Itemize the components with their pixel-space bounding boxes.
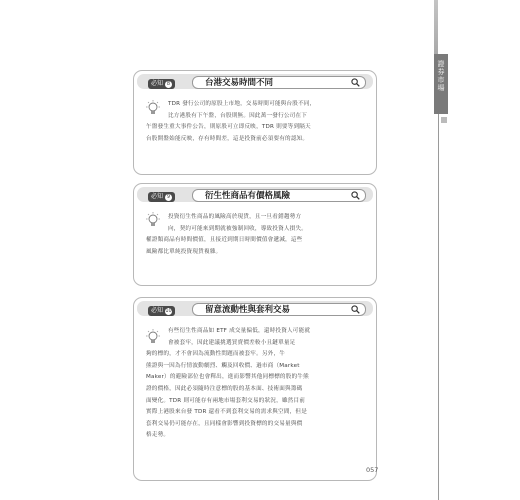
badge: 必知 8 <box>148 79 175 89</box>
card-title: 衍生性商品有價格風險 <box>205 191 291 201</box>
card-title: 留意流動性與套利交易 <box>205 305 291 315</box>
tip-card-9 <box>133 183 377 286</box>
body-line: 午盤發生重大事件公告，則原股可立即反映，TDR 則要等到隔天 <box>146 124 311 131</box>
side-marker <box>441 117 447 123</box>
badge: 必知 9 <box>148 192 175 202</box>
body-line: 有些衍生性商品如 ETF 成交量偏低，還時投資人可能就 <box>168 328 311 334</box>
page-number: 057 <box>366 466 379 474</box>
body-line: 向，契約可能來到期就被強制回收，導致投資人損失。 <box>168 225 308 232</box>
body-line: 套利交易仍可能存在，且同樣會影響到投資標的的交易量與價 <box>146 420 303 427</box>
side-rule <box>438 114 439 500</box>
body-line: 夠的標的，才不會因為流動性問題而被套牢。另外，牛 <box>146 351 286 358</box>
tip-card-8 <box>133 70 377 175</box>
title-pill <box>192 76 366 89</box>
body-line: 面變化。TDR 則可能存有兩地市場套利交易的狀況，雖然目前 <box>146 397 306 404</box>
search-icon <box>351 191 360 200</box>
search-icon <box>351 305 360 314</box>
badge: 必知 10 <box>148 306 175 316</box>
card-body <box>146 99 366 145</box>
body-line: 熊證與一因為行情波動劇烈、觸及回收價、過市商（Market <box>146 362 300 369</box>
body-line: 權證類商品有時間價值，且接近到期日時間價值會遞減，這些 <box>146 237 303 244</box>
card-title: 台港交易時間不同 <box>205 78 274 88</box>
card-body <box>146 326 366 442</box>
body-line: 格走勢。 <box>146 432 170 439</box>
card-body <box>146 212 366 258</box>
tip-card-10 <box>133 297 377 481</box>
body-line: 實際上港股來台發 TDR 還看不到套利交易的需求與空間，但是 <box>146 409 308 416</box>
body-line: 證的價格，因此必須隨時注意標的股的基本面、技術面與籌碼 <box>146 385 303 392</box>
body-line: 風險都比單純投資現貨複雜。 <box>146 248 222 255</box>
side-tab <box>434 54 448 114</box>
search-icon <box>351 78 360 87</box>
title-pill <box>192 303 366 316</box>
body-line: 台股開盤始能反映，存有時間差，這是投資前必須要有的認知。 <box>146 135 309 142</box>
body-line: 投資衍生性商品的風險高於現貨，且一旦看錯趨勢方 <box>168 214 302 220</box>
side-tab-label: 證券市場 <box>437 60 445 92</box>
title-pill <box>192 189 366 202</box>
body-line: TDR 發行公司的原股上市地，交易時間可能與台股不同， <box>168 101 316 107</box>
body-line: 會被套牢，因此建議挑選買賣價差較小且鏈單量足 <box>168 339 296 346</box>
body-line: Maker）的避險部位也會釋出，進而影響其他同標標的股的牛熊 <box>146 374 309 381</box>
body-line: 比方港股有下午盤，台股則無。因此萬一發行公司在下 <box>168 112 308 119</box>
